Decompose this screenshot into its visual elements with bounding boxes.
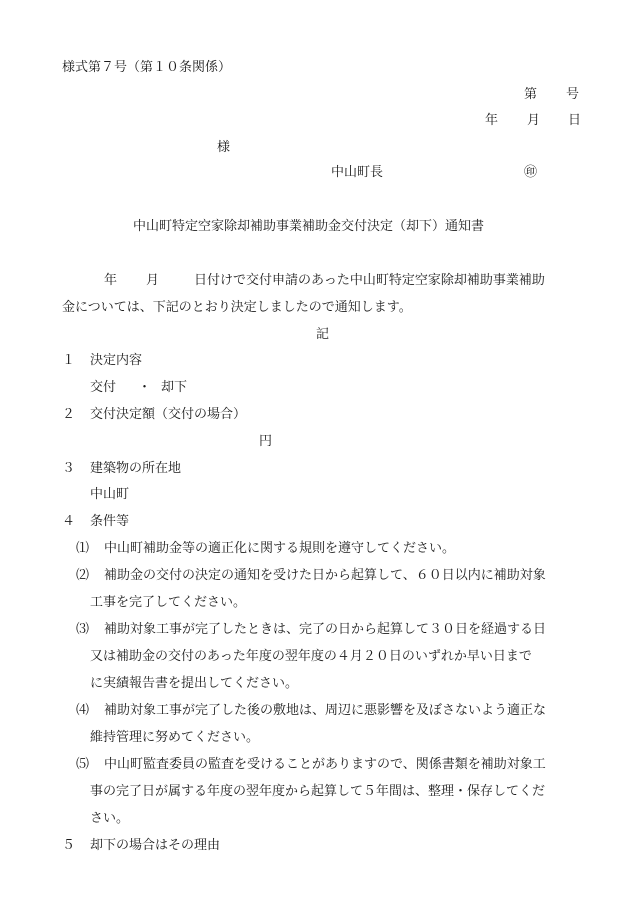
condition-3-line-2: 又は補助金の交付のあった年度の翌年度の４月２０日のいずれか早い日まで <box>90 649 532 664</box>
date-month: 月 <box>527 113 541 128</box>
condition-4-number: ⑷ <box>76 703 90 718</box>
number-label-go: 号 <box>566 87 580 102</box>
condition-2-number: ⑵ <box>76 568 90 583</box>
section-2-title: 交付決定額（交付の場合） <box>90 407 247 422</box>
decision-kyakka: 却下 <box>161 380 188 395</box>
condition-4-line-1: 補助対象工事が完了した後の敷地は、周辺に悪影響を及ぼさないよう適正な <box>104 703 547 718</box>
condition-3-line-1: 補助対象工事が完了したときは、完了の日から起算して３０日を経過する日 <box>104 622 547 637</box>
intro-month: 月 <box>146 273 160 288</box>
document-title: 中山町特定空家除却補助事業補助金交付決定（却下）通知書 <box>133 219 485 234</box>
number-label-dai: 第 <box>524 87 538 102</box>
condition-5-number: ⑸ <box>76 757 90 772</box>
addressee-suffix: 様 <box>217 140 231 155</box>
condition-1-line-1: 中山町補助金等の適正化に関する規則を遵守してください。 <box>104 541 456 556</box>
condition-5-line-2: 事の完了日が属する年度の翌年度から起算して５年間は、整理・保存してくだ <box>90 784 546 799</box>
decision-separator: ・ <box>138 380 152 395</box>
section-1-title: 決定内容 <box>90 353 143 368</box>
section-3-number: ３ <box>62 461 76 476</box>
condition-1-number: ⑴ <box>76 541 90 556</box>
date-year: 年 <box>485 113 499 128</box>
condition-5-line-3: さい。 <box>90 811 130 826</box>
condition-3-number: ⑶ <box>76 622 90 637</box>
section-2-number: ２ <box>62 407 76 422</box>
section-4-title: 条件等 <box>90 514 130 529</box>
condition-3-line-3: に実績報告書を提出してください。 <box>90 676 299 691</box>
date-day: 日 <box>568 113 582 128</box>
condition-2-line-1: 補助金の交付の決定の通知を受けた日から起算して、６０日以内に補助対象 <box>104 568 546 583</box>
condition-4-line-2: 維持管理に努めてください。 <box>90 730 260 745</box>
intro-line1: 日付けで交付申請のあった中山町特定空家除却補助事業補助 <box>194 273 545 288</box>
section-5-number: ５ <box>62 838 76 853</box>
amount-yen: 円 <box>259 434 273 449</box>
section-5-title: 却下の場合はその理由 <box>90 838 221 853</box>
form-id: 様式第７号（第１０条関係） <box>62 60 232 75</box>
condition-2-line-2: 工事を完了してください。 <box>90 595 247 610</box>
intro-year: 年 <box>104 273 118 288</box>
seal-mark: ㊞ <box>524 165 538 180</box>
decision-kofu: 交付 <box>90 380 117 395</box>
intro-line2: 金については、下記のとおり決定しましたので通知します。 <box>62 300 412 315</box>
sender-name: 中山町長 <box>331 165 384 180</box>
section-4-number: ４ <box>62 514 76 529</box>
ki-heading: 記 <box>316 327 330 342</box>
section-1-number: １ <box>62 353 76 368</box>
condition-5-line-1: 中山町監査委員の監査を受けることがありますので、関係書類を補助対象工 <box>104 757 546 772</box>
building-location: 中山町 <box>90 487 130 502</box>
section-3-title: 建築物の所在地 <box>90 461 182 476</box>
